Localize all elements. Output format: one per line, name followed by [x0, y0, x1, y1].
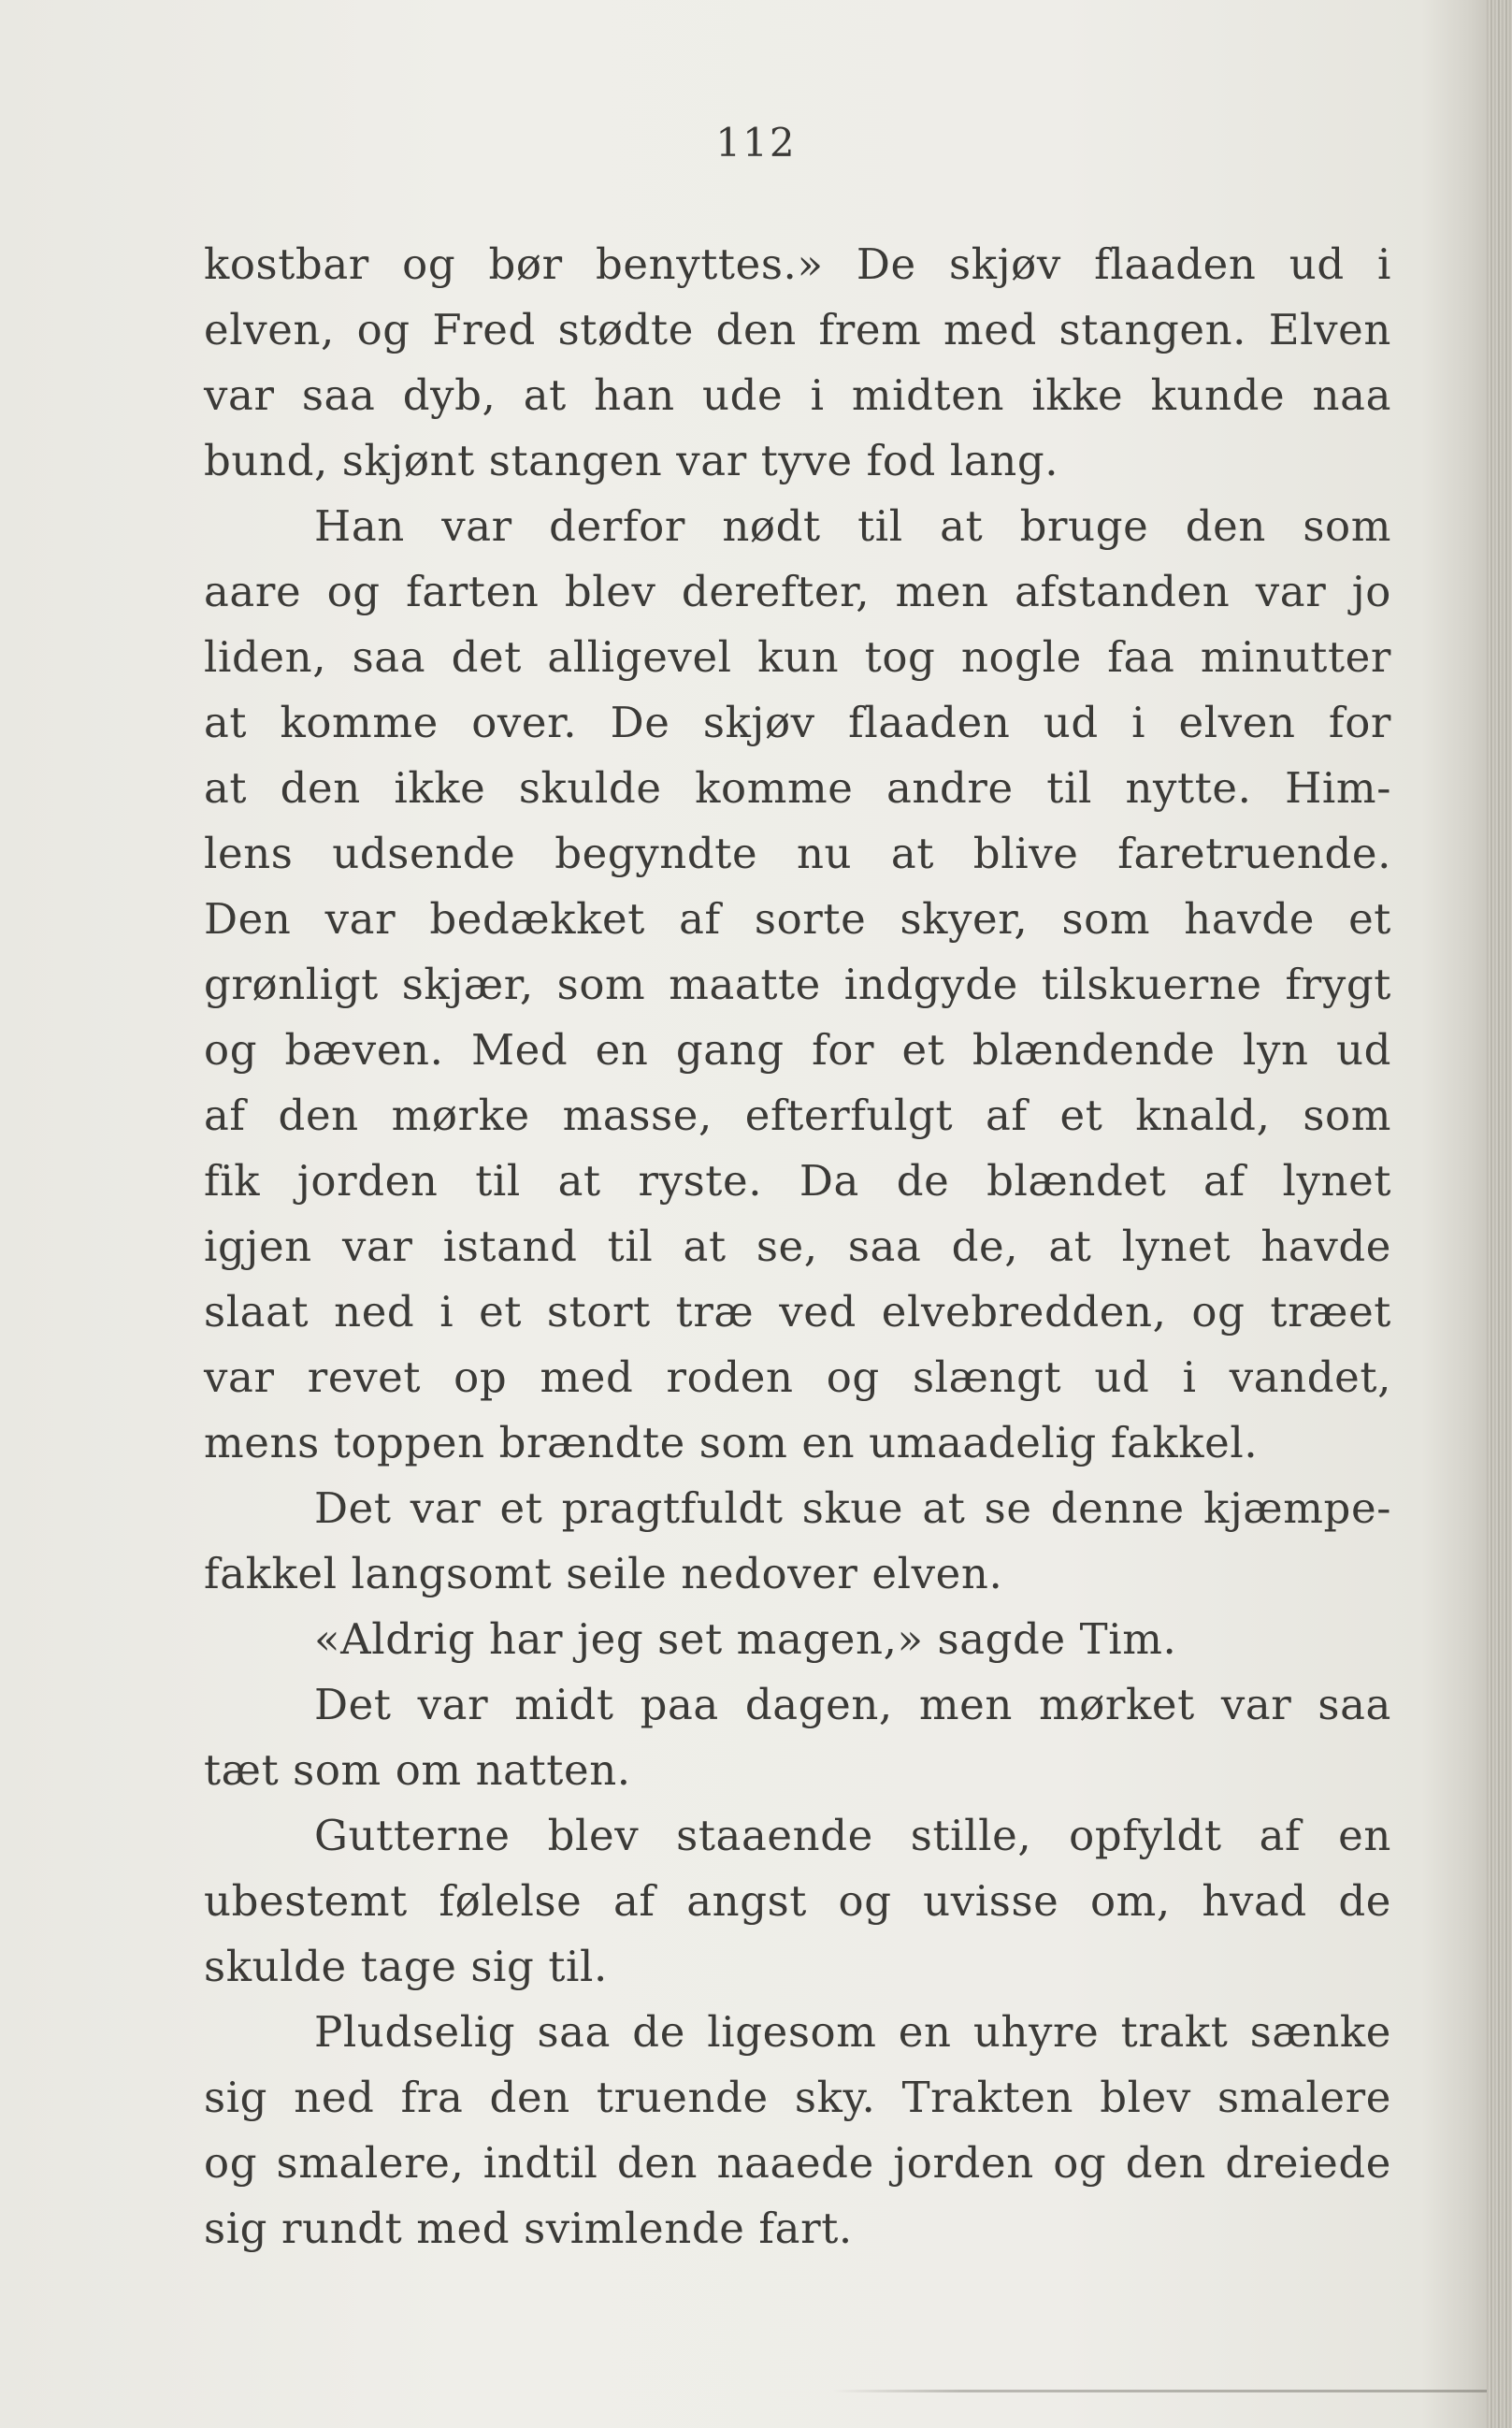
text-line: og bæven. Med en gang for et blændende lyn ud — [204, 1025, 1391, 1075]
text-line: at den ikke skulde komme andre til nytte. Him- — [204, 763, 1391, 813]
text-line: slaat ned i et stort træ ved elvebredden, og træet — [204, 1287, 1391, 1337]
text-line: Gutterne blev staaende stille, opfyldt af en — [314, 1811, 1391, 1860]
text-line: elven, og Fred stødte den frem med stangen. Elven — [204, 305, 1391, 354]
text-line: igjen var istand til at se, saa de, at lynet havde — [204, 1221, 1391, 1271]
text-line: fakkel langsomt seile nedover elven. — [204, 1549, 1003, 1598]
text-line: bund, skjønt stangen var tyve fod lang. — [204, 436, 1059, 485]
text-line: liden, saa det alligevel kun tog nogle faa minutter — [204, 632, 1391, 682]
text-line: lens udsende begyndte nu at blive faretruende. — [204, 829, 1391, 878]
text-line: Den var bedækket af sorte skyer, som havde et — [204, 894, 1391, 944]
page-edge-shadow — [1486, 0, 1512, 2428]
text-line: var saa dyb, at han ude i midten ikke kunde naa — [204, 370, 1391, 420]
text-line: Han var derfor nødt til at bruge den som — [314, 501, 1391, 551]
text-line: aare og farten blev derefter, men afstanden var jo — [204, 567, 1391, 616]
text-line: Det var et pragtfuldt skue at se denne kjæmpe- — [314, 1483, 1391, 1533]
text-line: ubestemt følelse af angst og uvisse om, hvad de — [204, 1876, 1391, 1926]
text-line: og smalere, indtil den naaede jorden og den dreiede — [204, 2138, 1391, 2188]
text-line: tæt som om natten. — [204, 1745, 631, 1795]
body-text — [204, 232, 1391, 2262]
text-line: fik jorden til at ryste. Da de blændet af lynet — [204, 1156, 1391, 1206]
text-line: Pludselig saa de ligesom en uhyre trakt sænke — [314, 2007, 1391, 2057]
text-line: kostbar og bør benyttes.» De skjøv flaaden ud i — [204, 239, 1391, 289]
page-number: 112 — [715, 120, 797, 166]
page-bottom-rule — [832, 2390, 1487, 2392]
text-line: at komme over. De skjøv flaaden ud i elven for — [204, 698, 1391, 747]
text-line: mens toppen brændte som en umaadelig fakkel. — [204, 1418, 1259, 1467]
text-line: grønligt skjær, som maatte indgyde tilskuerne frygt — [204, 960, 1391, 1009]
text-line: skulde tage sig til. — [204, 1942, 608, 1991]
text-line: sig ned fra den truende sky. Trakten blev smalere — [204, 2073, 1391, 2122]
text-line: af den mørke masse, efterfulgt af et knald, som — [204, 1091, 1391, 1140]
text-line: sig rundt med svimlende fart. — [204, 2204, 853, 2253]
text-line: Det var midt paa dagen, men mørket var saa — [314, 1680, 1391, 1729]
text-line: var revet op med roden og slængt ud i vandet, — [204, 1352, 1391, 1402]
text-line: «Aldrig har jeg set magen,» sagde Tim. — [314, 1614, 1177, 1664]
